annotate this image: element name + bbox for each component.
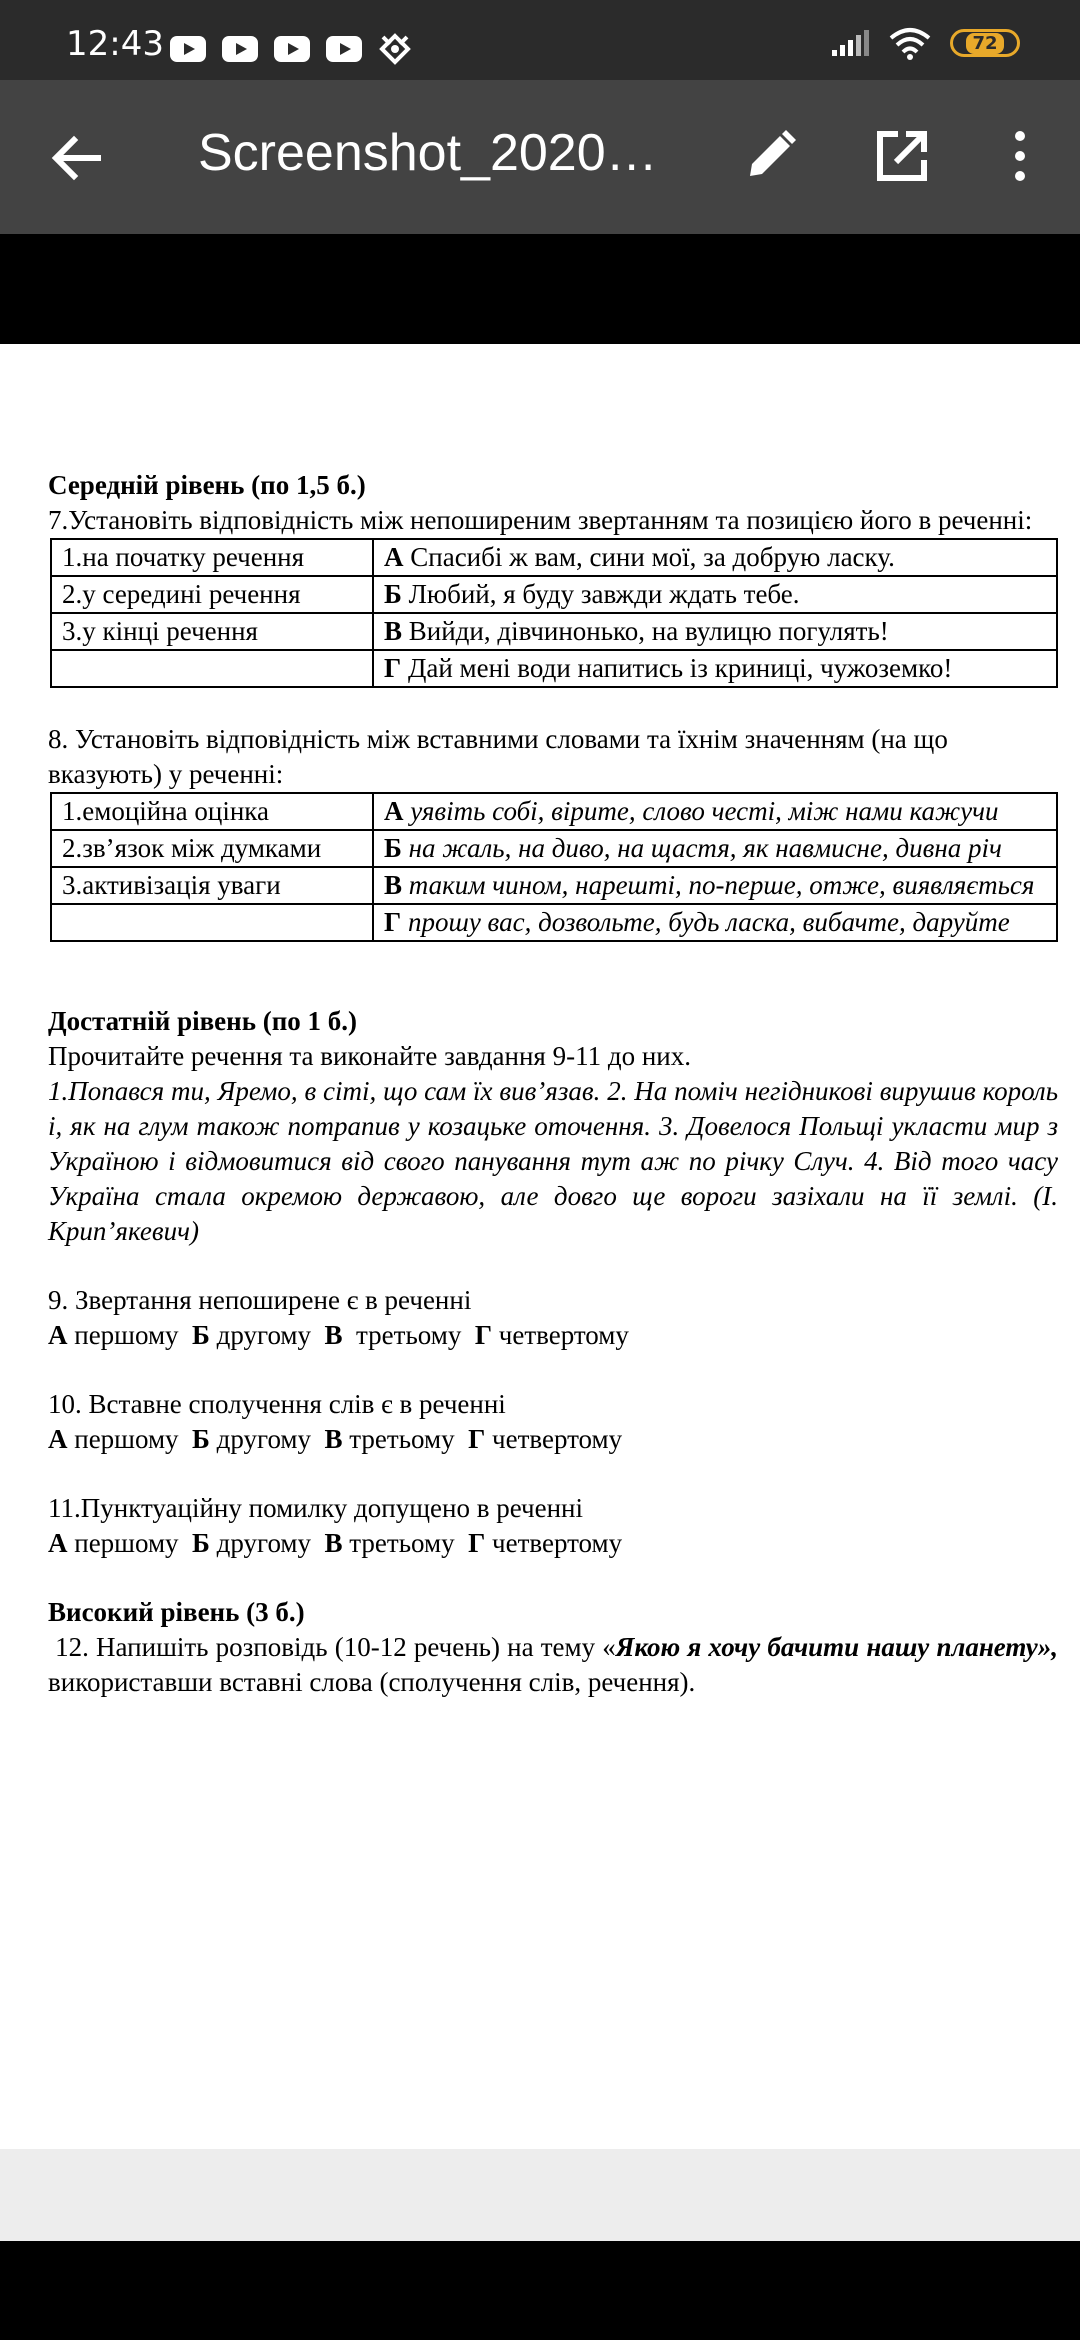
status-time: 12:43 bbox=[66, 24, 164, 64]
edit-pencil-icon[interactable] bbox=[740, 126, 800, 186]
question-10-options: А першому Б другому В третьому Г четвертому bbox=[48, 1424, 623, 1454]
table-cell-right: Г Дай мені води напитись із криниці, чужоземко! bbox=[373, 650, 1057, 687]
youtube-notification-icon bbox=[274, 36, 310, 62]
question-9-options: А першому Б другому В третьому Г четвертому bbox=[48, 1320, 629, 1350]
table-row bbox=[51, 793, 1057, 830]
table-row bbox=[51, 830, 1057, 867]
section-heading-medium: Середній рівень (по 1,5 б.) bbox=[48, 470, 366, 500]
question-12-text: 12. Напишіть розповідь (10-12 речень) на тему «Якою я хочу бачити нашу планету», використавши вставні слова (сполучення слів, речення). bbox=[48, 1632, 1058, 1697]
signal-icon bbox=[830, 28, 870, 58]
system-icons bbox=[830, 26, 1020, 60]
table-row bbox=[51, 867, 1057, 904]
back-arrow-icon[interactable] bbox=[48, 130, 104, 186]
question-7-prompt: 7.Установіть відповідність між непоширеним звертанням та позицією його в реченні: bbox=[48, 505, 1033, 535]
youtube-notification-icon bbox=[222, 36, 258, 62]
status-bar bbox=[0, 0, 1080, 80]
instruction-text: Прочитайте речення та виконайте завдання 9-11 до них. bbox=[48, 1041, 691, 1071]
table-cell-right: Б Любий, я буду завжди ждать тебе. bbox=[373, 576, 1057, 613]
open-external-icon[interactable] bbox=[872, 126, 932, 186]
question-8-table bbox=[50, 792, 1058, 942]
youtube-notification-icon bbox=[326, 36, 362, 62]
table-cell-right: В таким чином, нарешті, по-перше, отже, виявляється bbox=[373, 867, 1057, 904]
table-row bbox=[51, 539, 1057, 576]
question-11-options: А першому Б другому В третьому Г четвертому bbox=[48, 1528, 623, 1558]
more-options-icon[interactable] bbox=[1000, 126, 1040, 186]
document-image[interactable] bbox=[0, 344, 1080, 2149]
question-10-prompt: 10. Вставне сполучення слів є в реченні bbox=[48, 1389, 506, 1419]
section-heading-high: Високий рівень (3 б.) bbox=[48, 1597, 305, 1627]
question-8-prompt: 8. Установіть відповідність між вставними словами та їхнім значенням (на що вказують) у реченні: bbox=[48, 724, 948, 789]
table-row bbox=[51, 576, 1057, 613]
table-cell-right: Б на жаль, на диво, на щастя, як навмисне, дивна річ bbox=[373, 830, 1057, 867]
table-cell-right: А уявіть собі, вірите, слово честі, між нами кажучи bbox=[373, 793, 1057, 830]
battery-level: 72 bbox=[966, 33, 1003, 54]
passage-text: 1.Попався ти, Яремо, в сіті, що сам їх вив’язав. 2. На поміч негідникові вирушив король і, як на глум також потрапив у козацьке оточення. 3. Довелося Польщі укласти мир з Україною і відмовитися від свого панування тут аж по річку Случ. 4. Від того часу Україна стала окремою державою, але довго ще вороги зазіхали на її землі. (І. Крип’якевич) bbox=[48, 1076, 1058, 1246]
document-bottom-edge bbox=[0, 2149, 1080, 2241]
question-9-prompt: 9. Звертання непоширене є в реченні bbox=[48, 1285, 472, 1315]
question-11-prompt: 11.Пунктуаційну помилку допущено в реченні bbox=[48, 1493, 583, 1523]
table-row bbox=[51, 650, 1057, 687]
section-heading-sufficient: Достатній рівень (по 1 б.) bbox=[48, 1006, 358, 1036]
app-notification-icon bbox=[378, 32, 412, 66]
file-title: Screenshot_2020… bbox=[198, 124, 658, 182]
table-cell-left: 2.у середині речення bbox=[51, 576, 373, 613]
wifi-icon bbox=[888, 26, 932, 60]
table-cell-left: 3.активізація уваги bbox=[51, 867, 373, 904]
youtube-notification-icon bbox=[170, 36, 206, 62]
table-cell-right: Г прошу вас, дозвольте, будь ласка, вибачте, даруйте bbox=[373, 904, 1057, 941]
question-7-table bbox=[50, 538, 1058, 688]
table-cell-left bbox=[51, 904, 373, 941]
table-row bbox=[51, 904, 1057, 941]
document-content bbox=[48, 468, 1058, 1700]
table-cell-left: 1.на початку речення bbox=[51, 539, 373, 576]
table-cell-left: 1.емоційна оцінка bbox=[51, 793, 373, 830]
notification-icons bbox=[170, 32, 412, 66]
app-bar bbox=[0, 80, 1080, 234]
table-cell-right: А Спасибі ж вам, сини мої, за добрую ласку. bbox=[373, 539, 1057, 576]
table-row bbox=[51, 613, 1057, 650]
table-cell-left bbox=[51, 650, 373, 687]
table-cell-left: 3.у кінці речення bbox=[51, 613, 373, 650]
battery-icon bbox=[950, 29, 1020, 57]
table-cell-left: 2.зв’язок між думками bbox=[51, 830, 373, 867]
table-cell-right: В Вийди, дівчинонько, на вулицю погулять! bbox=[373, 613, 1057, 650]
